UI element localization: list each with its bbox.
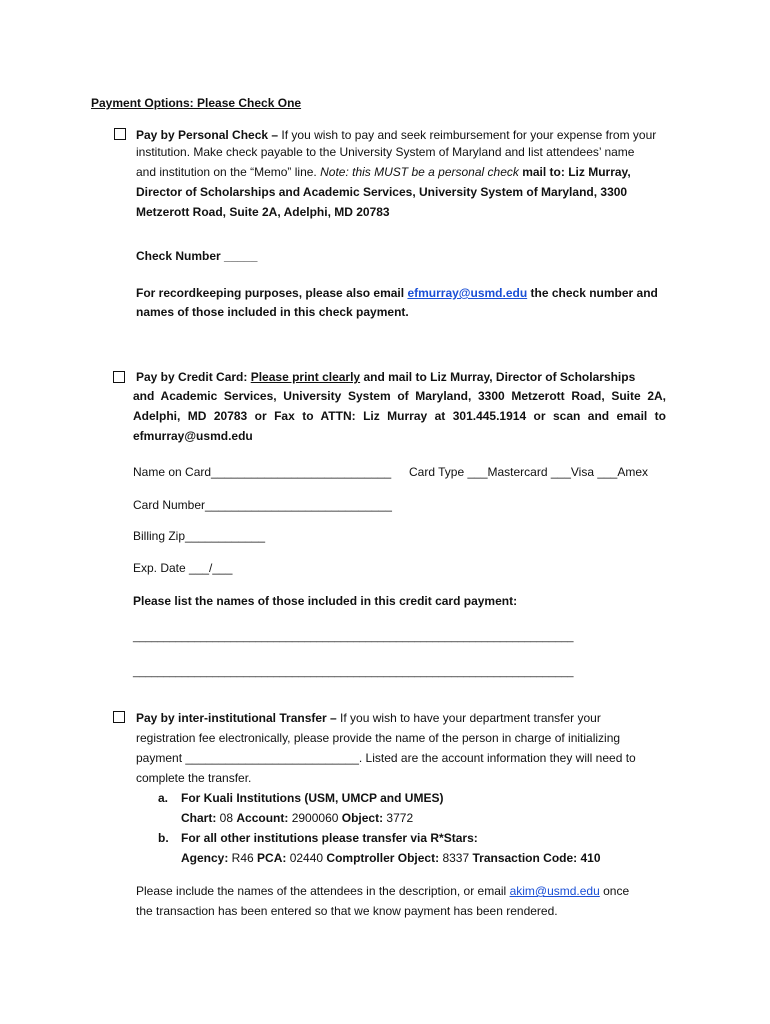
billing-zip-field[interactable]: Billing Zip____________ xyxy=(133,529,266,543)
rstars-comptroller-label: Comptroller Object: xyxy=(326,851,440,865)
kuali-account-value: 2900060 xyxy=(288,811,342,825)
transfer-line-2: registration fee electronically, please provide the name of the person in charge of initializing xyxy=(136,731,621,745)
rstars-transaction-code: Transaction Code: 410 xyxy=(472,851,601,865)
kuali-details xyxy=(181,810,413,826)
kuali-title: For Kuali Institutions (USM, UMCP and UMES) xyxy=(181,791,444,805)
transfer-note-text-2: once xyxy=(599,884,630,898)
credit-title: Pay by Credit Card: xyxy=(136,370,251,384)
credit-names-prompt: Please list the names of those included in this credit card payment: xyxy=(133,594,518,608)
transfer-note-text: Please include the names of the attendees in the description, or email xyxy=(136,884,510,898)
transfer-intro: If you wish to have your department transfer your xyxy=(336,711,601,725)
check-mail-to: mail to: Liz Murray, xyxy=(518,165,631,179)
kuali-marker: a. xyxy=(158,791,169,805)
check-intro: If you wish to pay and seek reimbursement for your expense from your xyxy=(278,128,657,142)
rstars-agency-label: Agency: xyxy=(181,851,229,865)
rstars-comptroller-value: 8337 xyxy=(439,851,473,865)
rstars-marker: b. xyxy=(158,831,169,845)
transfer-line-3: payment __________________________. Listed are the account information they will need to xyxy=(136,751,636,765)
check-title: Pay by Personal Check – xyxy=(136,128,279,142)
check-line-2: institution. Make check payable to the University System of Maryland and list attendees’ name xyxy=(136,145,635,159)
transfer-line-1 xyxy=(136,710,601,726)
kuali-object-value: 3772 xyxy=(383,811,414,825)
card-number-field[interactable]: Card Number____________________________ xyxy=(133,498,392,512)
credit-names-line-2[interactable]: ________________________________________________________________________ xyxy=(133,666,574,678)
name-on-card-field[interactable]: Name on Card___________________________ xyxy=(133,465,392,479)
kuali-object-label: Object: xyxy=(341,811,384,825)
check-number-field[interactable]: Check Number _____ xyxy=(136,249,258,263)
transfer-note-line-1 xyxy=(136,883,629,899)
exp-date-field[interactable]: Exp. Date ___/___ xyxy=(133,561,233,575)
check-line-3 xyxy=(136,164,631,180)
check-address-line-2: Metzerott Road, Suite 2A, Adelphi, MD 20783 xyxy=(136,205,390,219)
check-line-1 xyxy=(136,127,656,143)
rstars-agency-value: R46 xyxy=(228,851,258,865)
credit-line-1-rest: and mail to Liz Murray, Director of Scholarships xyxy=(360,370,636,384)
personal-check-checkbox[interactable] xyxy=(114,128,126,140)
transfer-title: Pay by inter-institutional Transfer – xyxy=(136,711,337,725)
credit-names-line-1[interactable]: ________________________________________________________________________ xyxy=(133,631,574,643)
transfer-email-link[interactable]: akim@usmd.edu xyxy=(509,884,600,898)
credit-print-clearly: Please print clearly xyxy=(250,370,361,384)
rstars-pca-label: PCA: xyxy=(257,851,287,865)
transfer-line-4: complete the transfer. xyxy=(136,771,252,785)
kuali-account-label: Account: xyxy=(236,811,289,825)
kuali-chart-value: 08 xyxy=(216,811,237,825)
rstars-pca-value: 02440 xyxy=(286,851,327,865)
page-heading: Payment Options: Please Check One xyxy=(91,96,302,110)
transfer-checkbox[interactable] xyxy=(113,711,125,723)
check-record-text-2: the check number and xyxy=(527,286,658,300)
check-memo-text: and institution on the “Memo” line. xyxy=(136,165,321,179)
check-record-line-1 xyxy=(136,285,658,301)
check-address-line-1: Director of Scholarships and Academic Services, University System of Maryland, 3300 xyxy=(136,185,628,199)
check-personal-note: Note: this MUST be a personal check xyxy=(320,165,519,179)
check-record-line-2: names of those included in this check payment. xyxy=(136,305,409,319)
credit-line-1 xyxy=(136,369,635,385)
rstars-title: For all other institutions please transfer via R*Stars: xyxy=(181,831,478,845)
kuali-chart-label: Chart: xyxy=(181,811,217,825)
credit-card-checkbox[interactable] xyxy=(113,371,125,383)
credit-line-3: Adelphi, MD 20783 or Fax to ATTN: Liz Murray at 301.445.1914 or scan and email to xyxy=(133,409,666,423)
credit-email: efmurray@usmd.edu xyxy=(133,429,253,443)
check-email-link[interactable]: efmurray@usmd.edu xyxy=(407,286,528,300)
rstars-details xyxy=(181,850,601,866)
check-record-text: For recordkeeping purposes, please also email xyxy=(136,286,408,300)
card-type-field[interactable]: Card Type ___Mastercard ___Visa ___Amex xyxy=(409,465,649,479)
credit-line-2: and Academic Services, University System of Maryland, 3300 Metzerott Road, Suite 2A, xyxy=(133,389,666,403)
transfer-note-line-2: the transaction has been entered so that we know payment has been rendered. xyxy=(136,904,558,918)
